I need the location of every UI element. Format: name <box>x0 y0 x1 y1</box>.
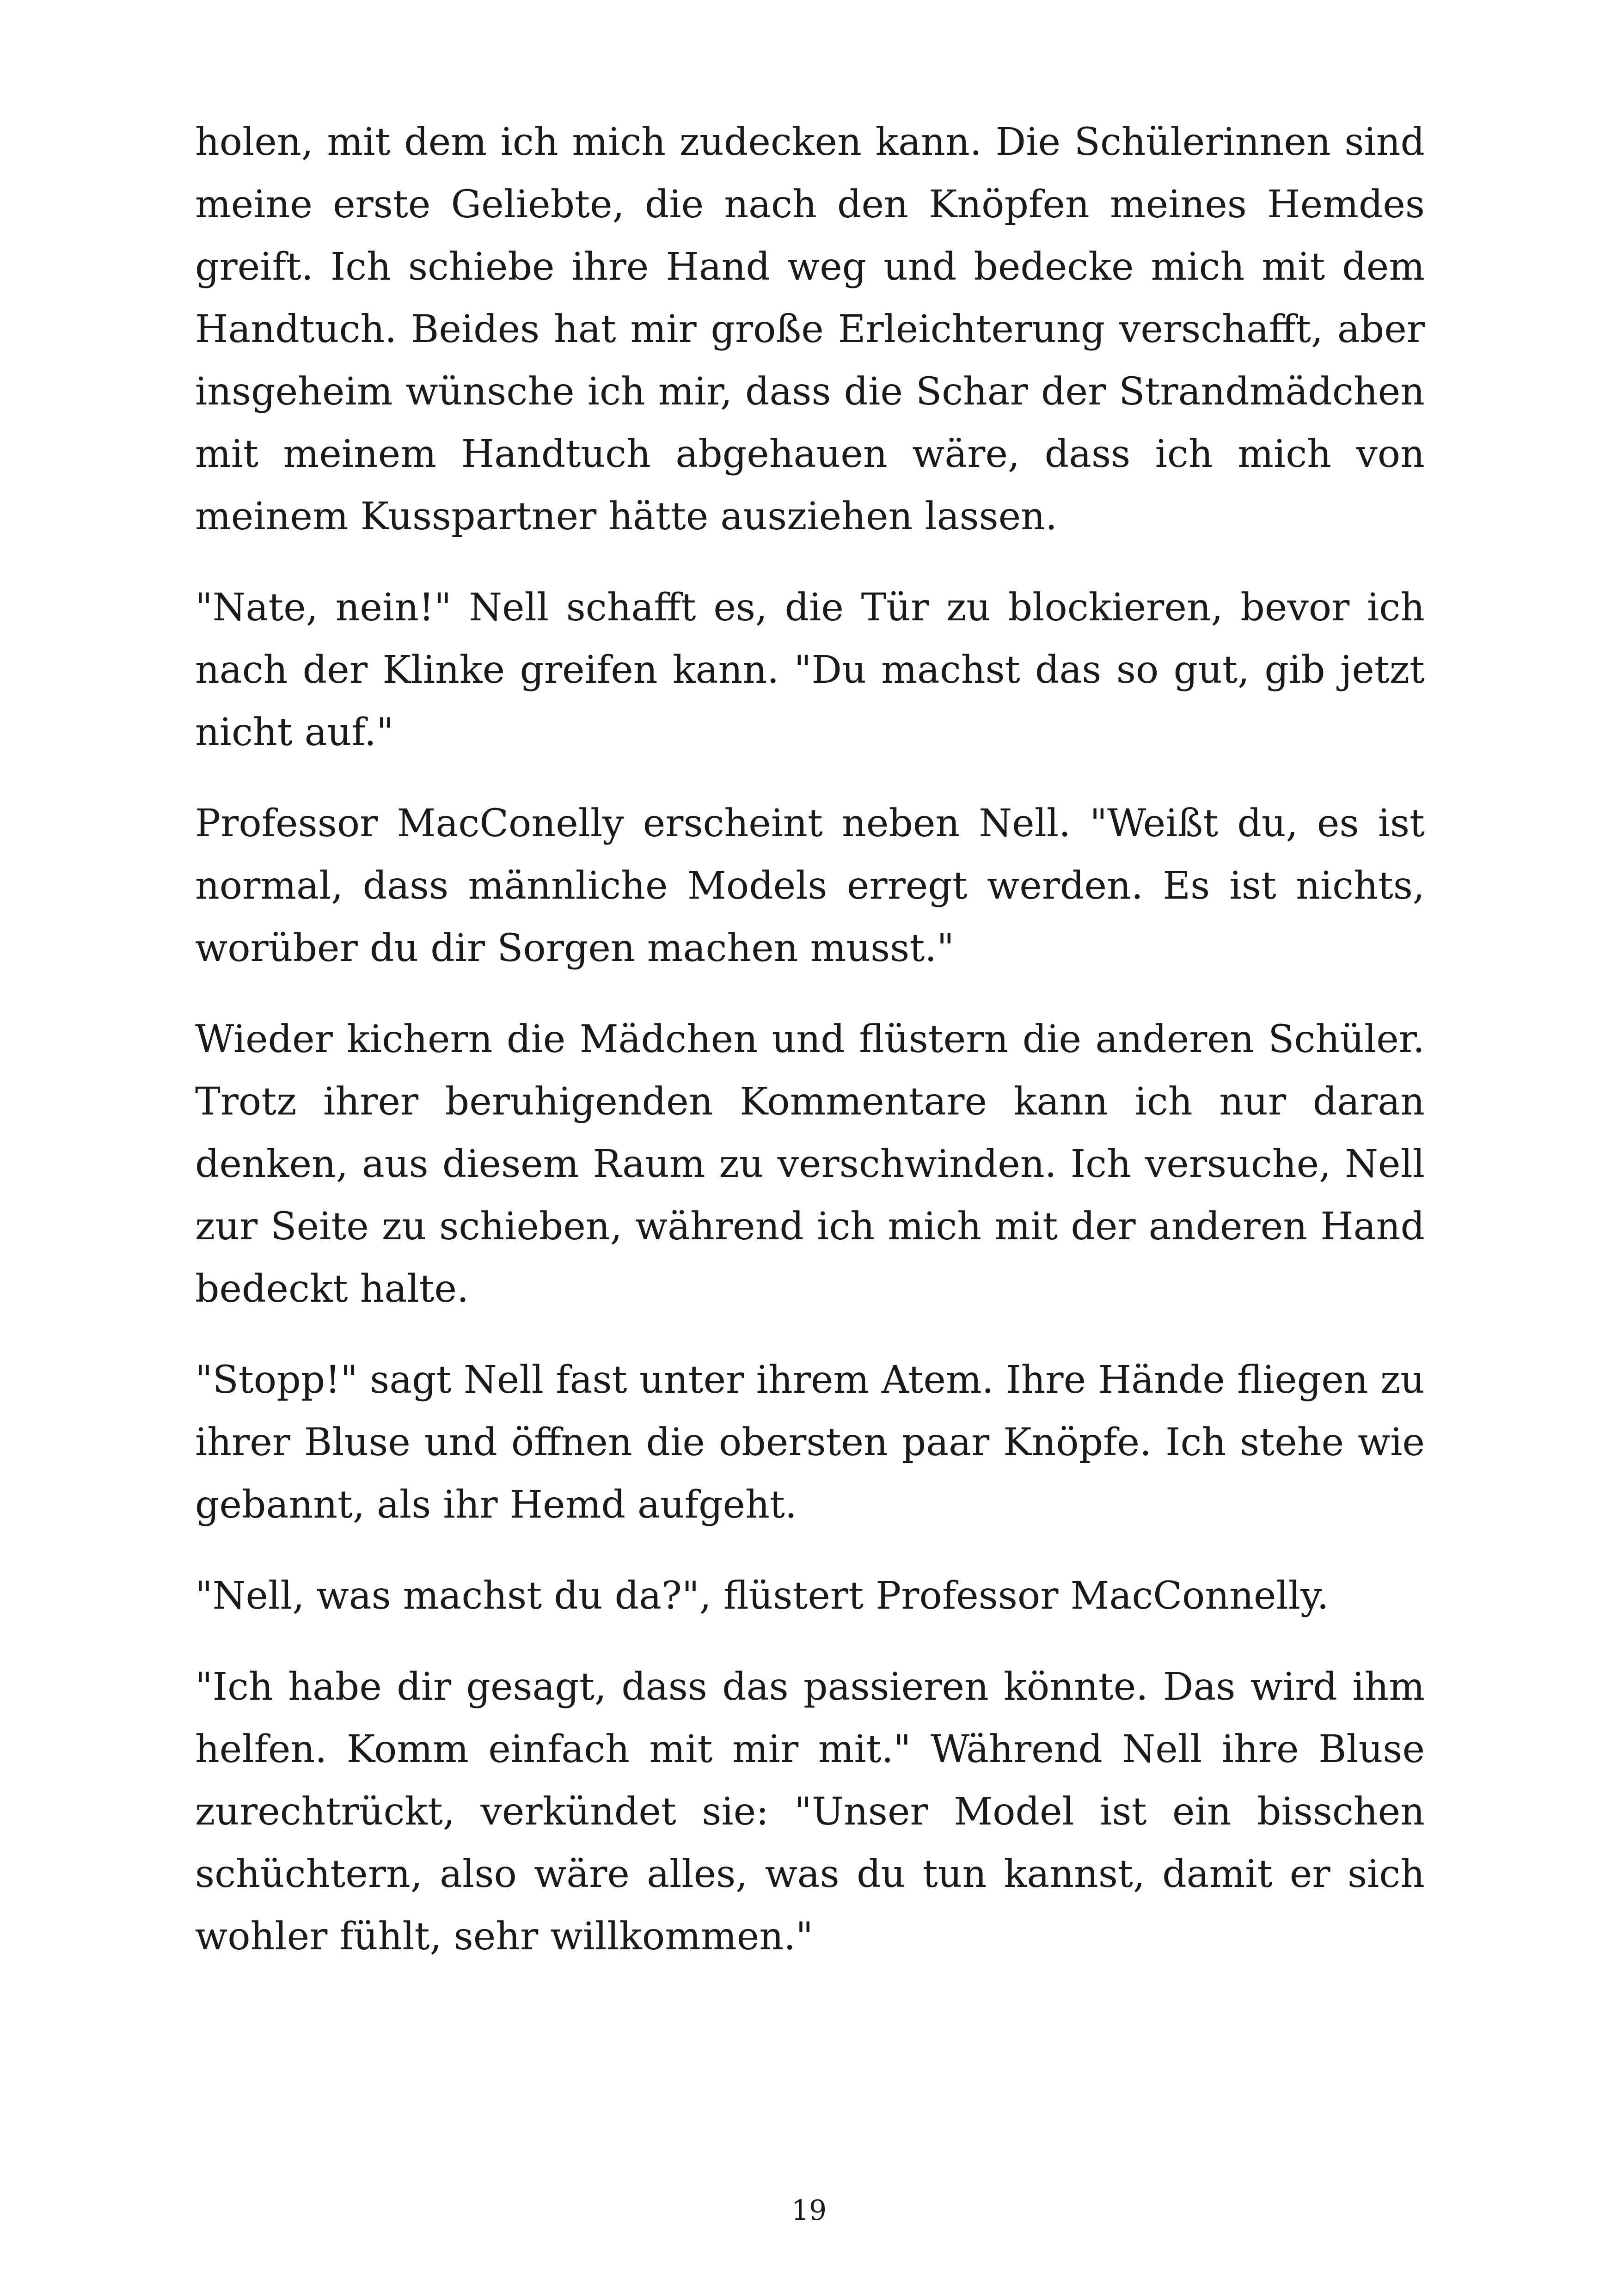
paragraph-3: Professor MacConelly erscheint neben Nell. "Weißt du, es ist normal, dass männliche Models erregt werden. Es ist nichts, worüber du dir Sorgen machen musst." <box>195 802 1425 970</box>
paragraph-4: Wieder kichern die Mädchen und flüstern die anderen Schüler. Trotz ihrer beruhigenden Kommentare kann ich nur daran denken, aus diesem Raum zu verschwinden. Ich versuche, Nell zur Seite zu schieben, während ich mich mit der anderen Hand bedeckt halte. <box>195 1017 1425 1311</box>
paragraph-2: "Nate, nein!" Nell schafft es, die Tür zu blockieren, bevor ich nach der Klinke greifen kann. "Du machst das so gut, gib jetzt nicht auf." <box>195 586 1425 754</box>
paragraph-1: holen, mit dem ich mich zudecken kann. Die Schülerinnen sind meine erste Geliebte, die nach den Knöpfen meines Hemdes greift. Ich schiebe ihre Hand weg und bedecke mich mit dem Handtuch. Beides hat mir große Erleichterung verschafft, aber insgeheim wünsche ich mir, dass die Schar der Strandmädchen mit meinem Handtuch abgehauen wäre, dass ich mich von meinem Kusspartner hätte ausziehen lassen. <box>195 120 1425 539</box>
page-number: 19 <box>791 2194 827 2227</box>
body-text <box>195 111 1425 1996</box>
paragraph-7: "Ich habe dir gesagt, dass das passieren könnte. Das wird ihm helfen. Komm einfach mit mir mit." Während Nell ihre Bluse zurechtrückt, verkündet sie: "Unser Model ist ein bisschen schüchtern, also wäre alles, was du tun kannst, damit er sich wohler fühlt, sehr willkommen." <box>195 1665 1425 1959</box>
paragraph-5: "Stopp!" sagt Nell fast unter ihrem Atem. Ihre Hände fliegen zu ihrer Bluse und öffnen die obersten paar Knöpfe. Ich stehe wie gebannt, als ihr Hemd aufgeht. <box>195 1358 1425 1527</box>
paragraph-6: "Nell, was machst du da?", flüstert Professor MacConnelly. <box>195 1574 1329 1618</box>
